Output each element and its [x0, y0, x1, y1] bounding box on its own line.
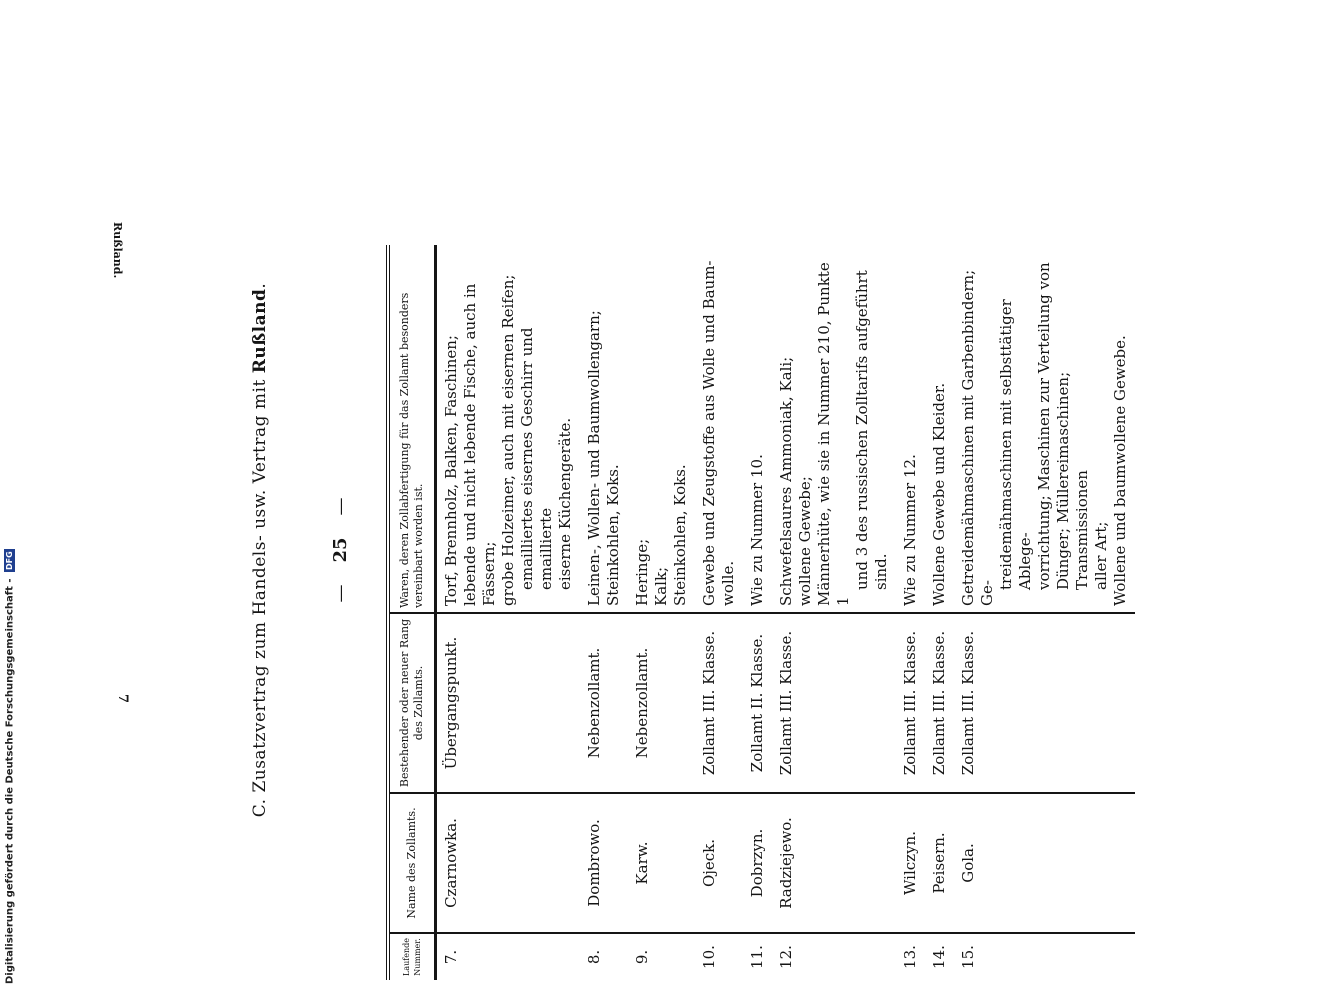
goods-line: grobe Holzeimer, auch mit eisernen Reifen;: [499, 274, 517, 606]
region-label: Rußland.: [111, 222, 124, 279]
table-row: [772, 245, 896, 980]
goods-line: vorrichtung; Maschinen zur Verteilung von: [1035, 262, 1053, 590]
column-header-number: Laufende Nummer.: [388, 933, 436, 980]
goods-line: emailliertes eisernes Geschirr und emaillierte: [518, 327, 555, 590]
goods-cell: [772, 245, 896, 613]
row-number: 15.: [959, 945, 977, 969]
customs-office-rank: Zollamt III. Klasse.: [695, 613, 743, 793]
column-header-goods: Waren, deren Zollabfertigung für das Zollamt besonders vereinbart worden ist.: [388, 245, 436, 613]
goods-line: wollene Gewebe;: [796, 476, 814, 606]
customs-office-rank: Zollamt III. Klasse.: [772, 613, 896, 793]
goods-line: eiserne Küchengeräte.: [556, 417, 574, 590]
page-header: [230, 120, 380, 980]
goods-line: Wie zu Nummer 12.: [901, 454, 919, 606]
goods-line: Männerhüte, wie sie in Nummer 210, Punkte 1: [815, 262, 852, 606]
funding-note: [4, 549, 16, 984]
row-number: 12.: [777, 945, 795, 969]
dfg-logo: DFG: [5, 551, 14, 570]
customs-office-rank: Übergangspunkt.: [436, 613, 581, 793]
customs-office-name: Wilczyn.: [896, 793, 925, 933]
customs-office-rank: Zollamt III. Klasse.: [896, 613, 925, 793]
customs-office-rank: Zollamt III. Klasse.: [954, 613, 1135, 793]
goods-line: Dünger; Müllereimaschinen; Transmissionen: [1054, 371, 1091, 590]
goods-line: Torf, Brennholz, Balken, Faschinen;: [442, 335, 460, 606]
column-header-name: Name des Zollamts.: [388, 793, 436, 933]
customs-office-rank: Zollamt III. Klasse.: [925, 613, 954, 793]
side-footer: [76, 0, 176, 1000]
table-header-row: [388, 245, 436, 980]
goods-line: Steinkohlen, Koks.: [671, 464, 689, 606]
table-row: [896, 245, 925, 980]
goods-cell: [743, 245, 772, 613]
row-number: 11.: [748, 945, 766, 969]
table-row: [628, 245, 695, 980]
customs-office-name: Gola.: [954, 793, 1135, 933]
page-number: — 25 —: [330, 120, 351, 980]
customs-office-rank: Nebenzollamt.: [628, 613, 695, 793]
table-body: [436, 245, 1136, 980]
rotated-page: [230, 120, 1129, 980]
customs-office-name: Radziejewo.: [772, 793, 896, 933]
customs-office-name: Karw.: [628, 793, 695, 933]
table-row: [436, 245, 581, 980]
customs-office-rank: Nebenzollamt.: [580, 613, 628, 793]
goods-cell: [954, 245, 1135, 613]
customs-office-rank: Zollamt II. Klasse.: [743, 613, 772, 793]
goods-line: und 3 des russischen Zolltarifs aufgeführt sind.: [853, 270, 890, 590]
customs-offices-table: [386, 245, 1135, 980]
goods-cell: [628, 245, 695, 613]
running-title: C. Zusatzvertrag zum Handels- usw. Vertrag mit Rußland.: [250, 282, 270, 818]
goods-line: Gewebe und Zeugstoffe aus Wolle und Baum-: [700, 260, 718, 606]
goods-line: Steinkohlen, Koks.: [604, 464, 622, 606]
row-number: 13.: [901, 945, 919, 969]
table-row: [580, 245, 628, 980]
customs-office-name: Dobrzyn.: [743, 793, 772, 933]
goods-line: treidemähmaschinen mit selbsttätiger Ablege-: [997, 299, 1034, 590]
row-number: 9.: [633, 949, 651, 965]
table-row: [695, 245, 743, 980]
goods-cell: [436, 245, 581, 613]
table-row: [925, 245, 954, 980]
row-number: 14.: [930, 945, 948, 969]
goods-line: wolle.: [719, 560, 737, 606]
goods-line: Leinen-, Wollen- und Baumwollengarn;: [585, 310, 603, 606]
goods-cell: [896, 245, 925, 613]
running-title-country: Rußland: [250, 288, 270, 374]
customs-office-name: Dombrowo.: [580, 793, 628, 933]
goods-line: Wollene Gewebe und Kleider.: [930, 382, 948, 606]
goods-cell: [580, 245, 628, 613]
customs-office-name: Ojeck.: [695, 793, 743, 933]
running-title-prefix: C. Zusatzvertrag zum Handels- usw. Vertrag mit: [250, 379, 270, 818]
table-row: [954, 245, 1135, 980]
goods-cell: [925, 245, 954, 613]
goods-line: Wollene und baumwollene Gewebe.: [1111, 335, 1129, 606]
column-header-rank: Bestehender oder neuer Rang des Zollamts.: [388, 613, 436, 793]
row-number: 10.: [700, 945, 718, 969]
goods-line: lebende und nicht lebende Fische, auch in Fässern;: [461, 283, 498, 606]
goods-line: Kalk;: [652, 566, 670, 606]
row-number: 7.: [442, 949, 460, 965]
goods-cell: [695, 245, 743, 613]
sheet-number: 7: [115, 694, 130, 704]
funding-note-text: Digitalisierung gefördert durch die Deutsche Forschungsgemeinschaft -: [4, 578, 16, 984]
goods-line: Getreidemähmaschinen mit Garbenbindern; Ge-: [959, 269, 996, 606]
row-number: 8.: [585, 949, 603, 965]
customs-office-name: Peisern.: [925, 793, 954, 933]
table-row: [743, 245, 772, 980]
goods-line: Wie zu Nummer 10.: [748, 454, 766, 606]
goods-line: Heringe;: [633, 538, 651, 606]
goods-line: aller Art;: [1092, 521, 1110, 590]
goods-line: Schwefelsaures Ammoniak, Kali;: [777, 356, 795, 606]
customs-office-name: Czarnowka.: [436, 793, 581, 933]
